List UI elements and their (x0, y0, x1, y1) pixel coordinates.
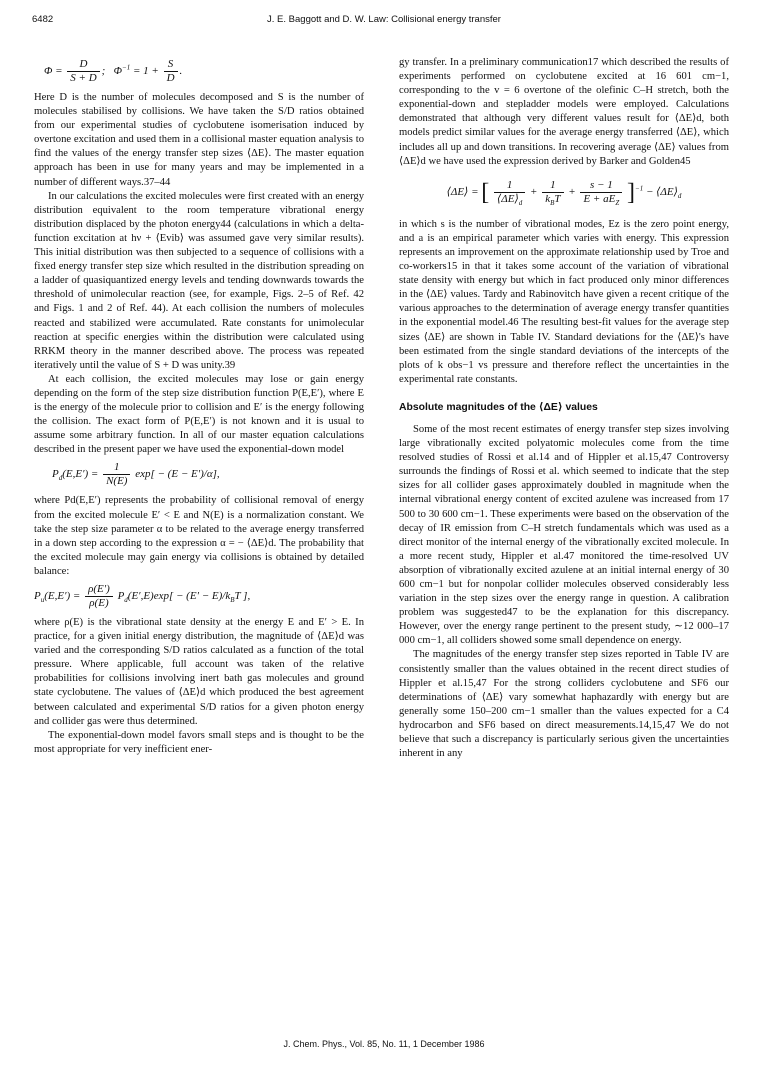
page-number: 6482 (32, 14, 54, 25)
paragraph: Some of the most recent estimates of energy transfer step sizes involving large vibrationally excited polyatomic molecules come from the time resolved studies of Rossi et al.14 and of Hippler et al.15,47 Controversy surrounds the findings of Rossi et al. which seemed to indicate that the step sizes for all collider gases approximately doubled in magnitude when the internal vibrational energy content of excited azulene was increased from 17 500 to 30 600 cm−1. These experiments were based on the observation of the decay of IR emission from C–H stretch fundamentals which was used as a direct monitor of the internal energy of the vibrationally excited molecule. In a more recent study, Hippler et al.47 monitored the time-resolved UV absorption of vibrationally excited azulene at an initial internal energy of 30 600 cm−1 but for nonpolar collider molecules observed considerably less variation in the step sizes over the energy range in question. A calibration problem was suggested47 to be the explanation for this discrepancy. However, over the energy range pertinent to the present study, ∼12 000–17 000 cm−1, all colliders showed some small dependence on energy. (399, 423, 729, 647)
equation-barker-golden: ⟨ΔE⟩ = [ $\frac{1}{⟨\Delta E⟩_d}$ + $\frac{1}{k_BT}$ + $\frac{s - 1}{E + aE_Z}$ ]$^{-1} - ⟨\Delta E⟩_d$ (446, 178, 682, 207)
equation-detailed-balance: $P_u(E,E')$ = $\frac{\rho(E')}{\rho(E)}$ $P_d(E',E)\exp[ - (E' - E)/k_BT$ ], (34, 583, 251, 609)
paragraph: gy transfer. In a preliminary communication17 which described the results of experiments performed on cyclobutene excited at 16 601 cm−1, corresponding to the v = 6 overtone of the olefinic C–H stretch, both the exponential-down and stepladder models were employed. Calculations demonstrated that although very different values result for ⟨ΔE⟩d, both models predict similar values for the average energy transferred ⟨ΔE⟩, which includes all up and down transitions. In recovering average ⟨ΔE⟩ values from ⟨ΔE⟩d we have used the expression derived by Barker and Golden45 (399, 57, 729, 167)
equation-exponential-down: $P_d(E,E')$ = $\frac{1}{N(E)}$ exp[ − (E − E′)/α], (52, 461, 220, 488)
page-header (32, 14, 736, 32)
page-footer: J. Chem. Phys., Vol. 85, No. 11, 1 December 1986 (283, 1039, 485, 1049)
paragraph: where ρ(E) is the vibrational state density at the energy E and E′ > E. In practice, for a given initial energy distribution, the magnitude of ⟨ΔE⟩d was varied and the corresponding S/D ratios calculated as a function of the total pressure. Where applicable, full account was taken of the relative probabilities for collisions involving inert bath gas molecules and ground state cyclobutene. The values of ⟨ΔE⟩d which produced the best agreement between calculated and experimental S/D ratios for a given photon energy and collider gas were thus determined. (34, 617, 364, 727)
paragraph: The magnitudes of the energy transfer step sizes reported in Table IV are consistently smaller than the values obtained in the recent direct studies of Hippler et al.15,47 For the strong colliders cyclobutene and SF6 our determinations of ⟨ΔE⟩ vary somewhat haphazardly with energy but are generally some 150–200 cm−1 smaller than the values expected for a C4 hydrocarbon and SF6 based on direct measurements.14,15,47 We do not believe that such a discrepancy is particularly serious given the uncertainties inherent in any (399, 649, 729, 760)
running-title: J. E. Baggott and D. W. Law: Collisional energy transfer (267, 14, 501, 25)
equation-phi: Φ = $\frac{D}{S + D}$ ; $\Phi^{-1} = 1$ + $\frac{S}{D}$ . (44, 58, 183, 84)
paragraph: At each collision, the excited molecules may lose or gain energy depending on the form of the step size distribution function P(E,E′), where E is the energy of the molecule prior to collision and E′ is the energy following the collision. The exact form of P(E,E′) is not known and it is usual to assume some arbitrary function. In all of our master equation calculations described in the present paper we have used the exponential-down model (34, 373, 364, 456)
paragraph: where Pd(E,E′) represents the probability of collisional removal of energy from the excited molecule E′ < E and N(E) is a normalization constant. We take the step size parameter α to be related to the average energy transferred in a down step according to the expression α = − ⟨ΔE⟩d. The probability that the excited molecule may gain energy via collisions is obtained by detailed balance: (34, 495, 364, 577)
paragraph: The exponential-down model favors small steps and is thought to be the most appropriate for very inefficient ener- (34, 729, 364, 755)
left-column (34, 56, 364, 757)
section-heading: Absolute magnitudes of the ⟨ΔE⟩ values (399, 401, 598, 413)
paragraph: Here D is the number of molecules decomposed and S is the number of molecules stabilised by collisions. We have taken the S/D ratios obtained from our experimental studies of cyclobutene isomerisation induced by overtone excitation and used them in a collisional master equation analysis to find the values of the energy transfer step sizes ⟨ΔE⟩. The master equation approach has been in use for many years and may be implemented in a number of different ways.37–44 (34, 92, 364, 188)
paragraph: in which s is the number of vibrational modes, Ez is the zero point energy, and a is an empirical parameter which varies with energy. This expression represents an improvement on the approximate relationship used by Troe and co-workers15 in that it takes some account of the variation of vibrational state density with energy but which in fact produced only minor differences in the ⟨ΔE⟩ values. Tardy and Rabinovitch have given a recent critique of the various approaches to the determination of average energy transfer quantities in the exponential model.46 The resulting best-fit values for the average step sizes ⟨ΔE⟩ are shown in Table IV. Standard deviations for the ⟨ΔE⟩'s have been estimated from the single standard deviations of the intercepts of the plots of k obs−1 vs pressure and therefore reflect the uncertainties in the experimental rate constants. (399, 218, 729, 385)
paragraph: In our calculations the excited molecules were first created with an energy distribution equivalent to the room temperature vibrational energy distribution displaced by the photon energy44 (calculations in which a delta-function excitation at hν + ⟨Evib⟩ was assumed gave very similar results). This initial distribution was then subjected to a sequence of collisions with a fixed energy transfer step size which resulted in the distribution spreading on a ladder of quasiquantized energy levels and tending downwards towards the threshold of unimolecular reaction (see, for example, Figs. 2–5 of Ref. 42 and Figs. 1 and 2 of Ref. 44). At each collision the numbers of molecules reacted and stabilized were accumulated. Rate constants for unimolecular reaction at specific energies within the distribution were calculated using RRKM theory in the manner described above. The process was repeated iteratively until the value of S + D was unity.39 (34, 190, 364, 371)
right-column (399, 56, 729, 761)
